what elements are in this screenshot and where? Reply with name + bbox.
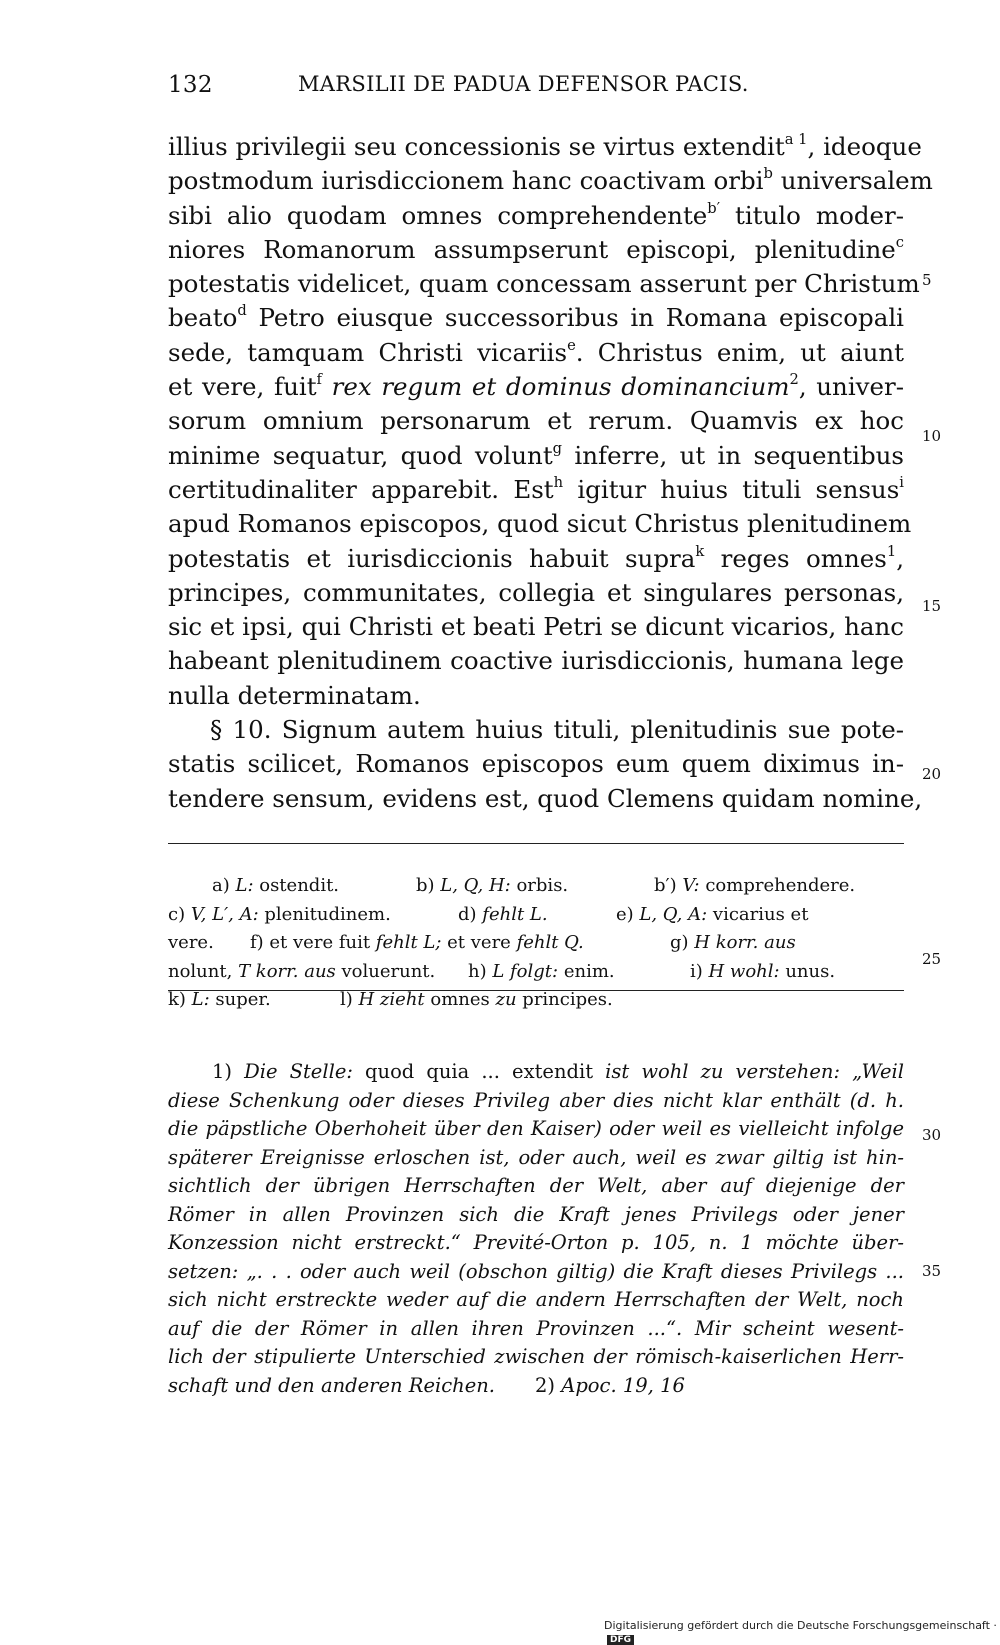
running-title: MARSILII DE PADUA DEFENSOR PACIS.	[298, 72, 749, 96]
line-number: 10	[922, 427, 942, 445]
footnote-line: die päpstliche Oberhoheit über den Kaiser) oder weil es vielleicht infolge	[168, 1117, 904, 1140]
footnote-line: sichtlich der übrigen Herrschaften der Welt, aber auf diejenige der	[168, 1174, 904, 1197]
digitization-text: Digitalisierung gefördert durch die Deutsche Forschungsgemeinschaft ·	[604, 1619, 997, 1632]
footnote-line: sich nicht erstreckte weder auf die andern Herrschaften der Welt, noch	[168, 1288, 904, 1311]
separator-rule	[168, 843, 904, 844]
apparatus-line: nolunt, T korr. aus voluerunt. h) L folgt: enim. i) H wohl: unus.	[168, 960, 836, 982]
text-line: sibi alio quodam omnes comprehendente$^{b'}$ titulo moder-	[168, 199, 904, 230]
footnotes	[168, 1058, 904, 1400]
page-number: 132	[168, 72, 213, 98]
text-line: habeant plenitudinem coactive iurisdiccionis, humana lege	[168, 646, 904, 676]
line-number: 5	[922, 271, 932, 289]
text-line: illius privilegii seu concessionis se virtus extendit$^{a 1}$, ideoque	[168, 130, 922, 161]
apparatus-line: vere. f) et vere fuit fehlt L; et vere fehlt Q. g) H korr. aus	[168, 932, 796, 954]
footnote-line: lich der stipulierte Unterschied zwischen der römisch-kaiserlichen Herr-	[168, 1345, 904, 1368]
text-line: certitudinaliter apparebit. Est$^h$ igitur huius tituli sensus$^i$	[168, 473, 904, 504]
text-line: potestatis et iurisdiccionis habuit supra$^k$ reges omnes$^1$,	[168, 542, 904, 573]
footnote-line: auf die der Römer in allen ihren Provinzen ...“. Mir scheint wesent-	[168, 1316, 904, 1340]
text-line: minime sequatur, quod volunt$^g$ inferre, ut in sequentibus	[168, 439, 905, 470]
text-line: et vere, fuit$^f$ rex regum et dominus dominancium$^2$, univer-	[168, 371, 904, 402]
footnote-line: späterer Ereignisse erloschen ist, oder auch, weil es zwar giltig ist hin-	[168, 1145, 904, 1169]
apparatus-line: a) L: ostendit. b) L, Q, H: orbis. b′) V: comprehendere.	[212, 875, 856, 896]
footnote-line: schaft und den anderen Reichen. 2) Apoc. 19, 16	[168, 1373, 685, 1397]
text-line: sorum omnium personarum et rerum. Quamvis ex hoc	[168, 406, 904, 436]
text-line: sede, tamquam Christi vicariis$^e$. Christus enim, ut aiunt	[168, 336, 904, 367]
critical-apparatus	[168, 872, 904, 1015]
text-line: nulla determinatam.	[168, 680, 421, 710]
footnote-line: Römer in allen Provinzen sich die Kraft jenes Privilegs oder jener	[168, 1202, 904, 1226]
line-number: 30	[922, 1126, 942, 1144]
line-number: 25	[922, 950, 942, 968]
footnote-line: diese Schenkung oder dieses Privileg aber dies nicht klar enthält (d. h.	[168, 1088, 904, 1112]
text-line: sic et ipsi, qui Christi et beati Petri se dicunt vicarios, hanc	[168, 612, 904, 642]
line-number: 15	[922, 597, 942, 615]
line-number: 20	[922, 765, 942, 783]
text-line: beato$^d$ Petro eiusque successoribus in Romana episcopali	[168, 302, 904, 333]
text-line: potestatis videlicet, quam concessam asserunt per Christum	[168, 269, 920, 299]
footnote-line: Konzession nicht erstreckt.“ Previté-Orton p. 105, n. 1 möchte über-	[168, 1231, 904, 1254]
dfg-logo: DFG	[607, 1635, 634, 1645]
text-line: principes, communitates, collegia et singulares personas,	[168, 577, 904, 607]
text-line: niores Romanorum assumpserunt episcopi, plenitudine$^c$	[168, 233, 904, 264]
section-start-line: § 10. Signum autem huius tituli, plenitudinis sue pote-	[210, 715, 904, 745]
text-line: postmodum iurisdiccionem hanc coactivam orbi$^b$ universalem	[168, 165, 933, 196]
apparatus-line: k) L: super. l) H zieht omnes zu principes.	[168, 989, 613, 1011]
text-line: statis scilicet, Romanos episcopos eum quem diximus in-	[168, 749, 904, 779]
text-line: tendere sensum, evidens est, quod Clemens quidam nomine,	[168, 783, 923, 813]
footnote-line: 1) Die Stelle: quod quia ... extendit ist wohl zu verstehen: „Weil	[212, 1060, 904, 1083]
footnote-line: setzen: „. . . oder auch weil (obschon giltig) die Kraft dieses Privilegs ...	[168, 1259, 904, 1283]
text-line: apud Romanos episcopos, quod sicut Christus plenitudinem	[168, 509, 912, 539]
apparatus-line: c) V, L′, A: plenitudinem. d) fehlt L. e) L, Q, A: vicarius et	[168, 903, 809, 925]
digitization-credit	[604, 1619, 1000, 1645]
line-number: 35	[922, 1262, 942, 1280]
